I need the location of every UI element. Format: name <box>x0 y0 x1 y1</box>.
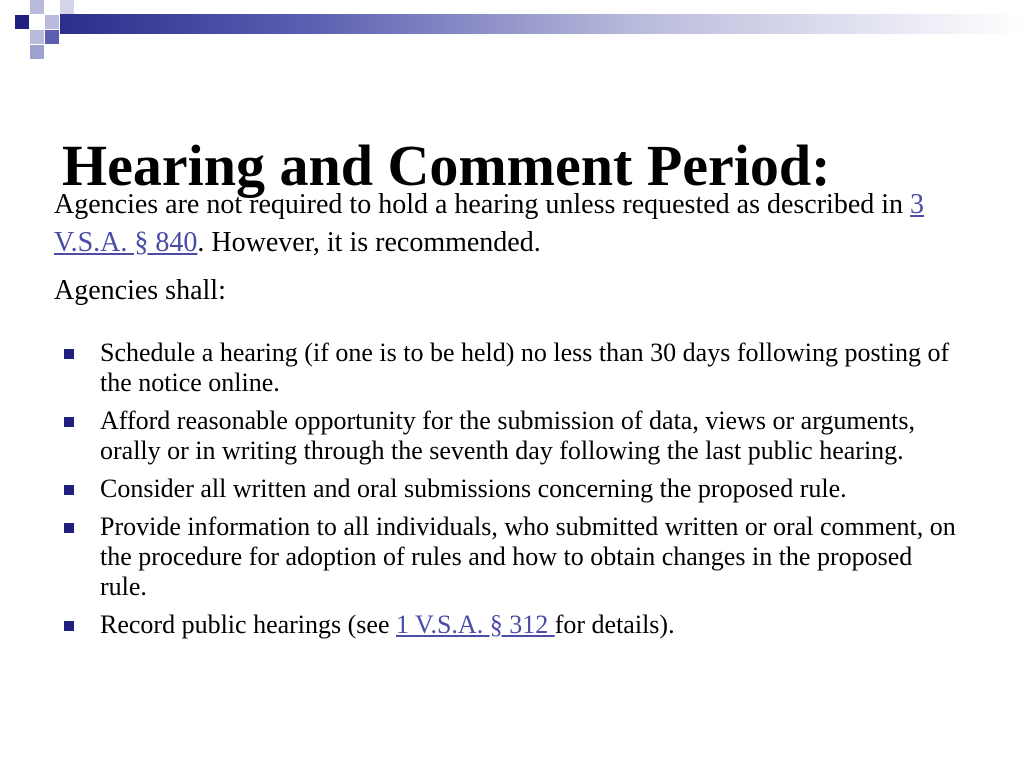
square-bullet-icon <box>64 621 74 631</box>
list-item <box>64 512 964 602</box>
list-item-text: Schedule a hearing (if one is to be held) no less than 30 days following posting of the notice online. <box>100 338 950 397</box>
list-item <box>64 610 964 640</box>
square-bullet-icon <box>64 349 74 359</box>
deco-square-dark <box>15 15 29 29</box>
list-item <box>64 474 964 504</box>
deco-square-light <box>30 45 44 59</box>
list-item-text-post: for details). <box>554 610 675 639</box>
deco-square-light <box>30 0 44 14</box>
list-item <box>64 338 964 398</box>
square-bullet-icon <box>64 523 74 533</box>
deco-square-dark <box>45 30 59 44</box>
agencies-shall-heading: Agencies shall: <box>54 275 226 306</box>
slide-title: Hearing and Comment Period: <box>62 132 831 198</box>
intro-text <box>54 186 974 310</box>
list-item-text: Provide information to all individuals, who submitted written or oral comment, on the procedure for adoption of rules and how to obtain changes in the proposed rule. <box>100 512 956 601</box>
statute-link-840[interactable]: 3 V.S.A. § 840 <box>54 189 925 258</box>
intro-paragraph <box>54 186 974 262</box>
requirements-list <box>64 338 964 648</box>
list-item-text: Afford reasonable opportunity for the submission of data, views or arguments, orally or in writing through the seventh day following the last public hearing. <box>100 406 915 465</box>
deco-square-light <box>45 15 59 29</box>
deco-square-light <box>60 0 74 14</box>
intro-pre: Agencies are not required to hold a hearing unless requested as described in <box>54 189 911 220</box>
intro-post: . However, it is recommended. <box>197 227 541 258</box>
statute-link-312[interactable]: 1 V.S.A. § 312 <box>396 610 555 639</box>
list-item-text: Consider all written and oral submissions concerning the proposed rule. <box>100 474 847 503</box>
deco-square-light <box>30 30 44 44</box>
header-gradient-bar <box>60 14 1024 34</box>
list-item-text-pre: Record public hearings (see <box>100 610 397 639</box>
square-bullet-icon <box>64 417 74 427</box>
square-bullet-icon <box>64 485 74 495</box>
list-item <box>64 406 964 466</box>
